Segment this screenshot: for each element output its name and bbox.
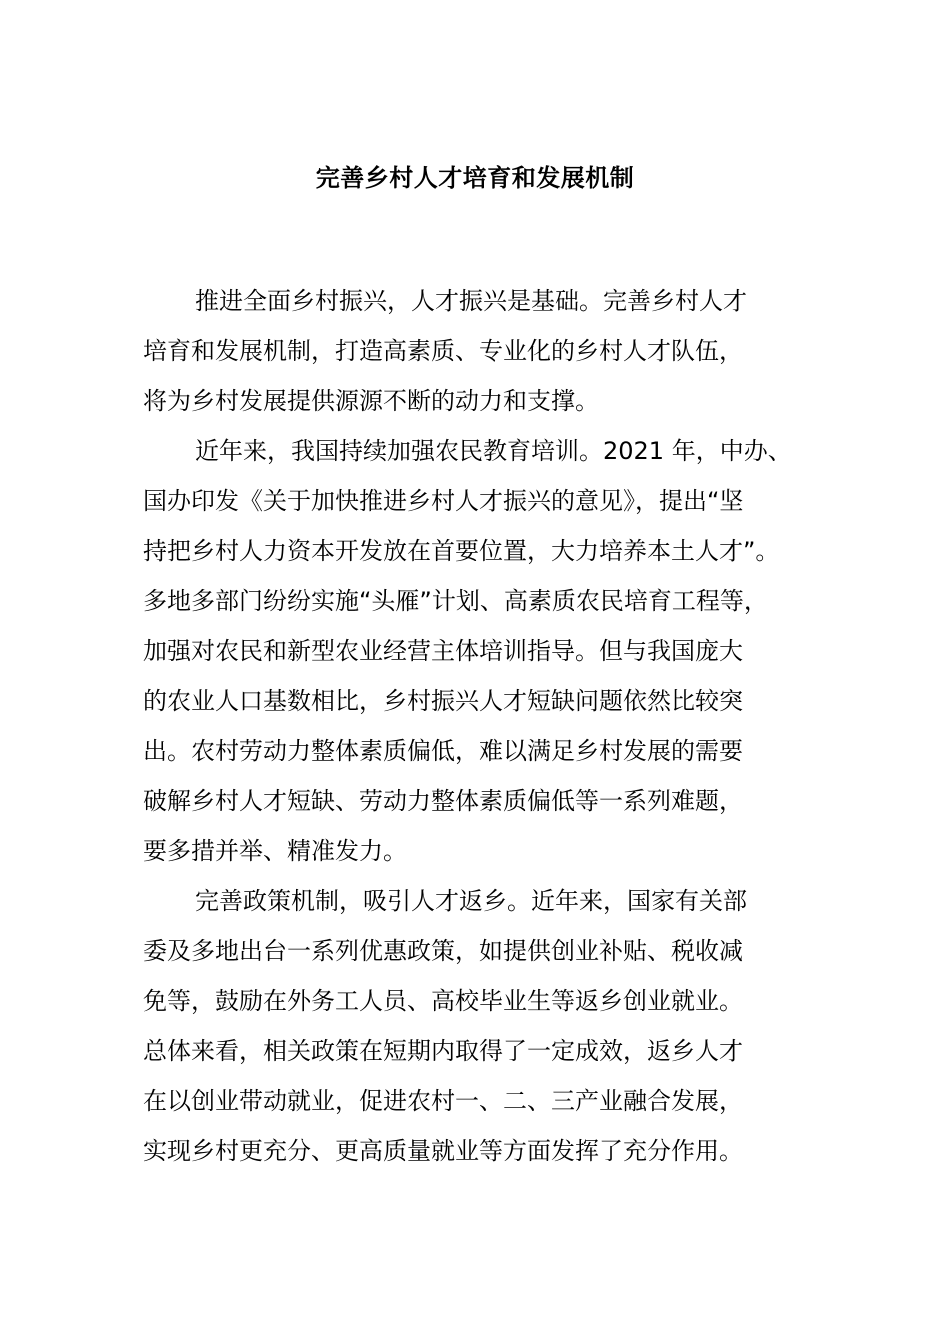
paragraph-line: 在以创业带动就业，促进农村一、二、三产业融合发展， [143,1087,743,1115]
paragraph-line: 免等，鼓励在外务工人员、高校毕业生等返乡创业就业。 [143,987,743,1015]
paragraph-line: 要多措并举、精准发力。 [143,837,407,865]
paragraph-line: 培育和发展机制，打造高素质、专业化的乡村人才队伍， [143,337,743,365]
paragraph-3 [143,876,843,1176]
paragraph-line: 加强对农民和新型农业经营主体培训指导。但与我国庞大 [143,637,743,665]
paragraph-line: 国办印发《关于加快推进乡村人才振兴的意见》，提出“坚 [143,487,744,515]
paragraph-line: 持把乡村人力资本开发放在首要位置，大力培养本土人才”。 [143,537,780,565]
paragraph-line: 出。农村劳动力整体素质偏低，难以满足乡村发展的需要 [143,737,743,765]
paragraph-line: 实现乡村更充分、更高质量就业等方面发挥了充分作用。 [143,1137,743,1165]
paragraph-line: 多地多部门纷纷实施“头雁”计划、高素质农民培育工程等， [143,587,768,615]
document-title: 完善乡村人才培育和发展机制 [315,164,635,192]
paragraph-line: 破解乡村人才短缺、劳动力整体素质偏低等一系列难题， [143,787,743,815]
paragraph-2 [143,426,843,876]
paragraph-line: 委及多地出台一系列优惠政策，如提供创业补贴、税收减 [143,937,743,965]
paragraph-1 [143,276,843,426]
paragraph-line: 将为乡村发展提供源源不断的动力和支撑。 [143,387,599,415]
paragraph-line: 完善政策机制，吸引人才返乡。近年来，国家有关部 [195,887,747,915]
paragraph-line: 近年来，我国持续加强农民教育培训。2021 年，中办、 [195,437,792,465]
paragraph-line: 总体来看，相关政策在短期内取得了一定成效，返乡人才 [143,1037,743,1065]
paragraph-line: 推进全面乡村振兴，人才振兴是基础。完善乡村人才 [195,287,747,315]
paragraph-line: 的农业人口基数相比，乡村振兴人才短缺问题依然比较突 [143,687,743,715]
